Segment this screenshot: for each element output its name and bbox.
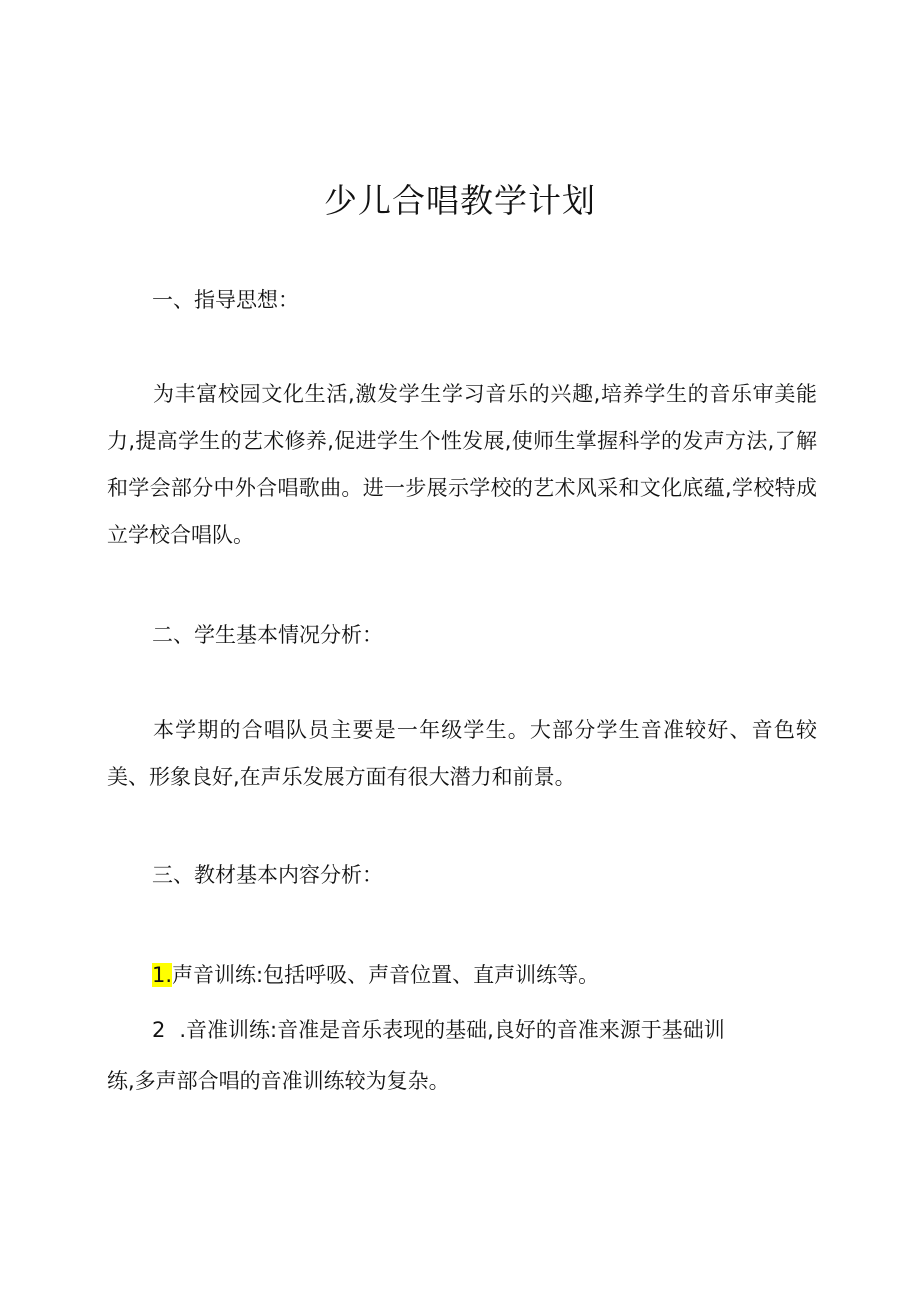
section-heading-student-analysis: 二、学生基本情况分析： bbox=[152, 623, 383, 647]
document-title: 少儿合唱教学计划 bbox=[324, 181, 596, 220]
list-item-number-highlighted: 1. bbox=[152, 963, 173, 987]
section-heading-guiding-ideology: 一、指导思想： bbox=[152, 288, 299, 312]
section-body-student-analysis: 本学期的合唱队员主要是一年级学生。大部分学生音准较好、音色较美、形象良好,在声乐发展方面有很大潜力和前景。 bbox=[107, 718, 817, 789]
list-item-intonation-continuation: 练,多声部合唱的音准训练较为复杂。 bbox=[107, 1069, 450, 1093]
list-item-text: .音准训练:音准是音乐表现的基础,良好的音准来源于基础训 bbox=[179, 1018, 725, 1042]
list-item-voice-training bbox=[152, 960, 599, 990]
section-body-guiding-ideology: 为丰富校园文化生活,激发学生学习音乐的兴趣,培养学生的音乐审美能力,提高学生的艺术修养,促进学生个性发展,使师生掌握科学的发声方法,了解和学会部分中外合唱歌曲。进一步展示学校的艺术风采和文化底蕴,学校特成立学校合唱队。 bbox=[107, 382, 817, 547]
list-item-intonation-training bbox=[152, 1015, 725, 1045]
section-heading-materials-analysis: 三、教材基本内容分析： bbox=[152, 863, 383, 887]
list-item-text: 声音训练:包括呼吸、声音位置、直声训练等。 bbox=[172, 963, 600, 987]
list-item-number: 2 bbox=[152, 1018, 166, 1042]
